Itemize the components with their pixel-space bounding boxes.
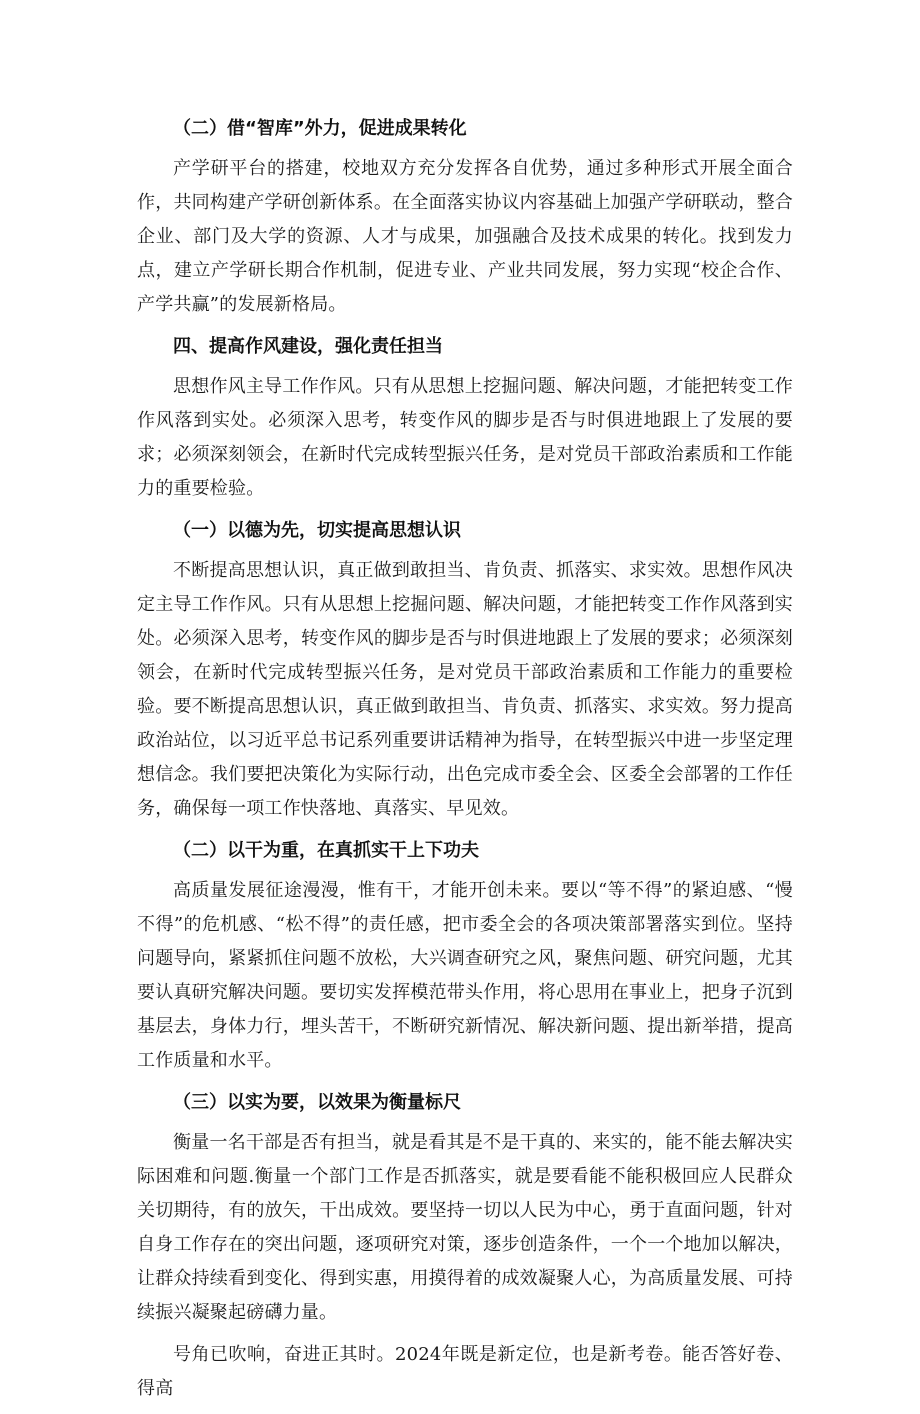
paragraph-industry-research-platform: 产学研平台的搭建，校地双方充分发挥各自优势，通过多种形式开展全面合作，共同构建产学研创新体系。在全面落实协议内容基础上加强产学研联动，整合企业、部门及大学的资源、人才与成果，加强融合及技术成果的转化。找到发力点，建立产学研长期合作机制，促进专业、产业共同发展，努力实现“校企合作、产学共赢”的发展新格局。 [137,158,793,315]
section-heading-think-tank: （二）借“智库”外力，促进成果转化 [173,118,467,139]
paragraph-improve-awareness: 不断提高思想认识，真正做到敢担当、肯负责、抓落实、求实效。思想作风决定主导工作作风。只有从思想上挖掘问题、解决问题，才能把转变工作作风落到实处。必须深入思考，转变作风的脚步是否与时俱进地跟上了发展的要求；必须深刻领会，在新时代完成转型振兴任务，是对党员干部政治素质和工作能力的重要检验。要不断提高思想认识，真正做到敢担当、肯负责、抓落实、求实效。努力提高政治站位，以习近平总书记系列重要讲话精神为指导，在转型振兴中进一步坚定理想信念。我们要把决策化为实际行动，出色完成市委全会、区委全会部署的工作任务，确保每一项工作快落地、真落实、早见效。 [137,560,793,819]
paragraph-measure-cadres: 衡量一名干部是否有担当，就是看其是不是干真的、来实的，能不能去解决实际困难和问题.衡量一个部门工作是否抓落实，就是要看能不能积极回应人民群众关切期待，有的放矢，干出成效。要坚持一切以人民为中心，勇于直面问题，针对自身工作存在的突出问题，逐项研究对策，逐步创造条件，一个一个地加以解决，让群众持续看到变化、得到实惠，用摸得着的成效凝聚人心，为高质量发展、可持续振兴凝聚起磅礴力量。 [137,1132,793,1323]
paragraph-closing: 号角已吹响，奋进正其时。2024年既是新定位，也是新考卷。能否答好卷、得高 [137,1344,793,1399]
section-heading-results-measure: （三）以实为要，以效果为衡量标尺 [173,1092,461,1113]
section-heading-action-first: （二）以干为重，在真抓实干上下功夫 [173,840,479,861]
document-body [137,112,793,1414]
section-heading-virtue-first: （一）以德为先，切实提高思想认识 [173,520,461,541]
section-heading-work-style: 四、提高作风建设，强化责任担当 [173,336,443,357]
paragraph-high-quality-development: 高质量发展征途漫漫，惟有干，才能开创未来。要以“等不得”的紧迫感、“慢不得”的危机感、“松不得”的责任感，把市委全会的各项决策部署落实到位。坚持问题导向，紧紧抓住问题不放松，大兴调查研究之风，聚焦问题、研究问题，尤其要认真研究解决问题。要切实发挥模范带头作用，将心思用在事业上，把身子沉到基层去，身体力行，埋头苦干，不断研究新情况、解决新问题、提出新举措，提高工作质量和水平。 [137,880,793,1071]
paragraph-thinking-style: 思想作风主导工作作风。只有从思想上挖掘问题、解决问题，才能把转变工作作风落到实处。必须深入思考，转变作风的脚步是否与时俱进地跟上了发展的要求；必须深刻领会，在新时代完成转型振兴任务，是对党员干部政治素质和工作能力的重要检验。 [137,376,793,499]
